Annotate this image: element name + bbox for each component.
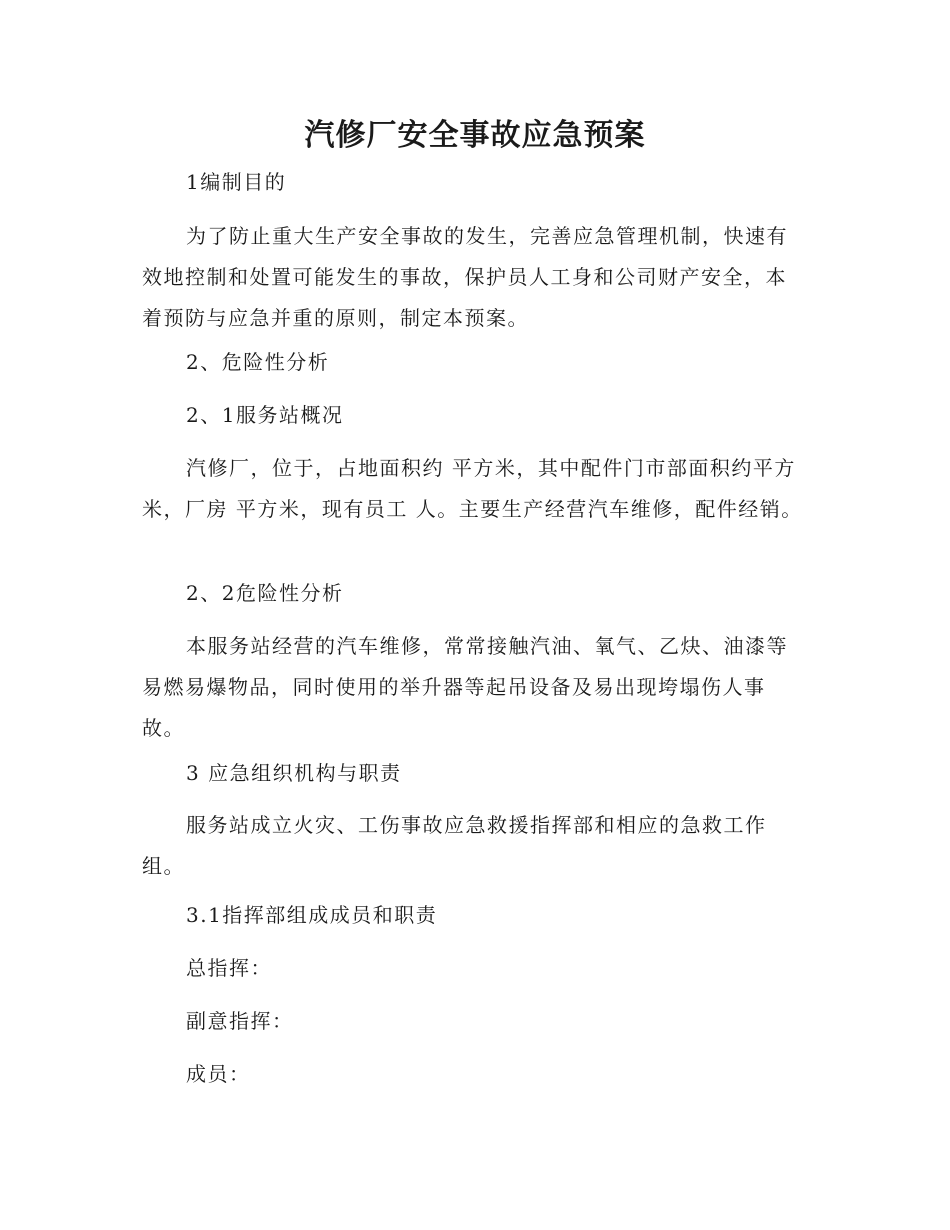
section-1-heading: 1编制目的 <box>186 170 287 194</box>
section-2-1-text: 汽修厂，位于，占地面积约 平方米，其中配件门市部面积约平方米，厂房 平方米，现有员工 人。主要生产经营汽车维修，配件经销。 <box>142 456 803 521</box>
section-3-text: 服务站成立火灾、工伤事故应急救援指挥部和相应的急救工作组。 <box>142 813 767 878</box>
section-2-2-text: 本服务站经营的汽车维修，常常接触汽油、氧气、乙炔、油漆等易燃易爆物品，同时使用的举升器等起吊设备及易出现垮塌伤人事故。 <box>142 634 788 740</box>
members-label: 成员： <box>186 1062 251 1086</box>
section-3-1-heading: 3.1指挥部组成成员和职责 <box>186 903 438 927</box>
section-2-2-heading: 2、2危险性分析 <box>186 581 344 605</box>
section-3-heading: 3 应急组织机构与职责 <box>186 761 402 785</box>
section-1-text: 为了防止重大生产安全事故的发生，完善应急管理机制，快速有效地控制和处置可能发生的事故，保护员人工身和公司财产安全，本着预防与应急并重的原则，制定本预案。 <box>142 224 788 330</box>
deputy-commander-label: 副意指挥： <box>186 1009 294 1033</box>
section-1-paragraph <box>142 216 808 339</box>
section-2-2-paragraph <box>142 626 808 749</box>
section-3-paragraph <box>142 805 808 887</box>
commander-label: 总指挥： <box>186 956 272 980</box>
section-2-heading: 2、危险性分析 <box>186 350 330 374</box>
document-title: 汽修厂安全事故应急预案 <box>304 118 646 153</box>
section-2-1-heading: 2、1服务站概况 <box>186 403 344 427</box>
section-2-1-paragraph <box>142 448 808 530</box>
